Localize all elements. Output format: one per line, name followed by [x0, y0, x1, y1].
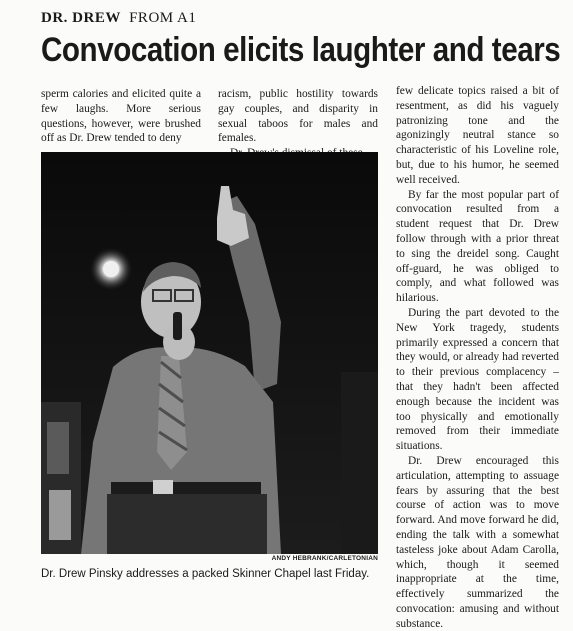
column-paragraph: sperm calories and elicited quite a few laughs. More serious questions, however, were brushed off as Dr. Drew tended to deny: [41, 88, 201, 145]
column-paragraph: By far the most popular part of convocation resulted from a student request that Dr. Drew follow through with a prior threat to sing the dreidel song. Caught off-guard, he was obliged to comply, and what followed was hilarious.: [396, 188, 559, 305]
jump-from: FROM A1: [129, 10, 197, 26]
column-paragraph: Dr. Drew encouraged this articulation, attempting to assuage fears by assuring that the best course of action was to move forward. And move forward he did, ending the talk with a somewhat tasteless joke about Adam Carolla, which, though it seemed inappropriate at the time, effectively summarized the convocation: amusing and without substance.: [396, 454, 559, 630]
jump-line: [41, 10, 196, 27]
photo-caption: Dr. Drew Pinsky addresses a packed Skinner Chapel last Friday.: [41, 568, 370, 580]
photo-illustration: [41, 152, 378, 554]
article-column-2: [218, 87, 378, 161]
column-paragraph: few delicate topics raised a bit of resentment, as did his vaguely patronizing tone and the agonizingly neutral stance so characteristic of his Loveline role, but, due to his humor, he seemed well received.: [396, 85, 559, 186]
article-photo: [41, 152, 378, 554]
column-paragraph: racism, public hostility towards gay couples, and disparity in sexual taboos for males and females.: [218, 88, 378, 145]
jump-kicker: DR. DREW: [41, 10, 121, 26]
photo-credit: ANDY HEBRANK/CARLETONIAN: [271, 555, 378, 562]
headline: Convocation elicits laughter and tears: [41, 31, 561, 69]
article-column-3: [396, 84, 559, 631]
article-column-1: [41, 87, 201, 146]
column-paragraph: During the part devoted to the New York tragedy, students primarily expressed a concern that they would, or already had reverted to their previous complacency – that they hadn't been affected enough because the incident was too physically and emotionally removed from their immediate situations.: [396, 306, 559, 453]
